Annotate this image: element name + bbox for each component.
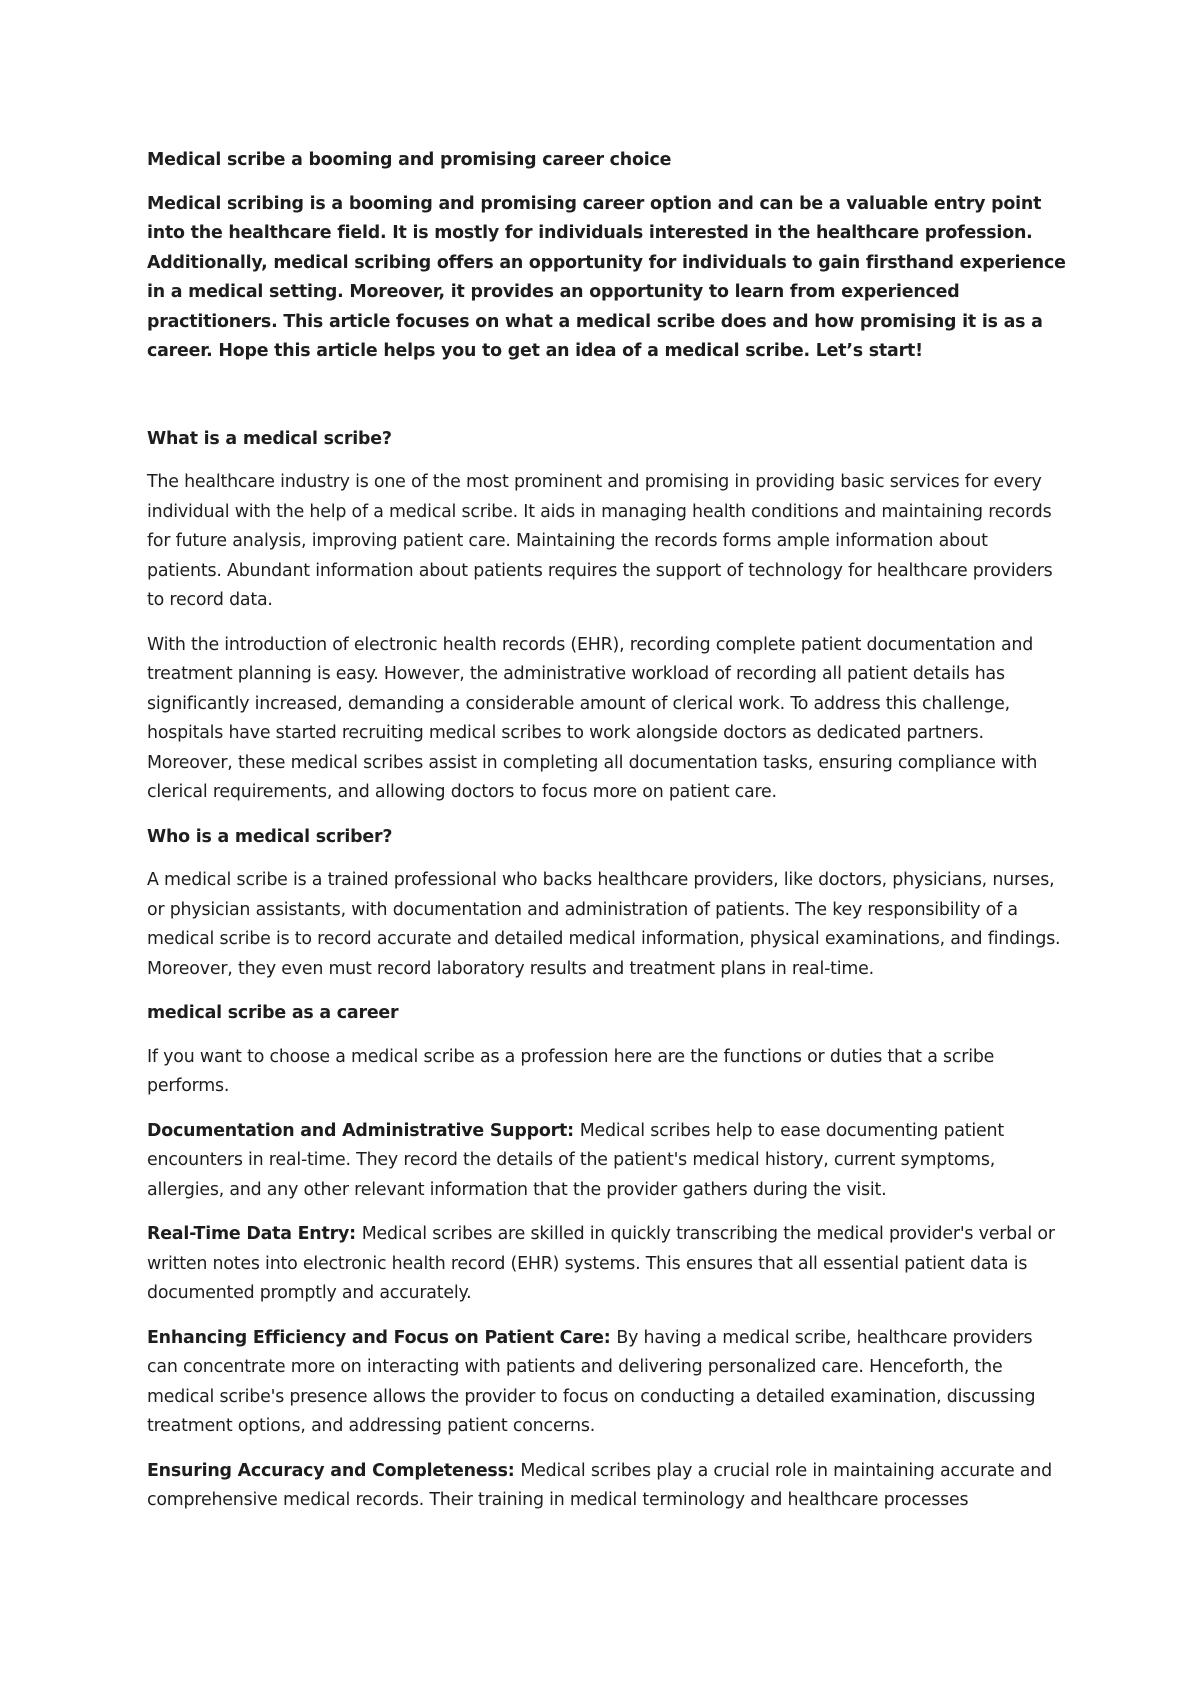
section-heading-career: medical scribe as a career [147, 1003, 399, 1023]
duty-item [147, 1324, 1067, 1442]
duty-text: Medical scribes play a crucial role in maintaining accurate and comprehensive medical records. Their training in medical terminology and healthcare processes [147, 1460, 1052, 1510]
paragraph: With the introduction of electronic health records (EHR), recording complete patient documentation and treatment planning is easy. However, the administrative workload of recording all patient details has significantly increased, demanding a considerable amount of clerical work. To address this challenge, hospitals have started recruiting medical scribes to work alongside doctors as dedicated partners. Moreover, these medical scribes assist in completing all documentation tasks, ensuring compliance with clerical requirements, and allowing doctors to focus more on patient care. [147, 634, 1038, 802]
duty-item [147, 1220, 1067, 1309]
section-heading-what: What is a medical scribe? [147, 428, 392, 449]
paragraph: The healthcare industry is one of the most prominent and promising in providing basic services for every individual with the help of a medical scribe. It aids in managing health conditions and maintaining records for future analysis, improving patient care. Maintaining the records forms ample information about patients. Abundant information about patients requires the support of technology for healthcare providers to record data. [147, 472, 1053, 610]
duty-text: Medical scribes are skilled in quickly transcribing the medical provider's verbal or written notes into electronic health record (EHR) systems. This ensures that all essential patient data is documented promptly and accurately. [147, 1224, 1055, 1303]
paragraph: If you want to choose a medical scribe as a profession here are the functions or duties that a scribe performs. [147, 1046, 995, 1096]
document-body [147, 146, 1067, 1531]
duty-term: Ensuring Accuracy and Completeness: [147, 1460, 521, 1481]
paragraph: A medical scribe is a trained professional who backs healthcare providers, like doctors, physicians, nurses, or physician assistants, with documentation and administration of patients. The key responsibility of a medical scribe is to record accurate and detailed medical information, physical examinations, and findings. Moreover, they even must record laboratory results and treatment plans in real-time. [147, 870, 1061, 979]
duty-text: Medical scribes help to ease documenting patient encounters in real-time. They record the details of the patient's medical history, current symptoms, allergies, and any other relevant information that the provider gathers during the visit. [147, 1120, 1005, 1200]
intro-paragraph: Medical scribing is a booming and promising career option and can be a valuable entry point into the healthcare field. It is mostly for individuals interested in the healthcare profession. Additionally, medical scribing offers an opportunity for individuals to gain firsthand experience in a medical setting. Moreover, it provides an opportunity to learn from experienced practitioners. This article focuses on what a medical scribe does and how promising it is as a career. Hope this article helps you to get an idea of a medical scribe. Let’s start! [147, 193, 1066, 361]
duty-text: By having a medical scribe, healthcare providers can concentrate more on interacting with patients and delivering personalized care. Henceforth, the medical scribe's presence allows the provider to focus on conducting a detailed examination, discussing treatment options, and addressing patient concerns. [147, 1327, 1036, 1436]
duty-item [147, 1117, 1067, 1206]
duty-item [147, 1457, 1067, 1516]
duty-term: Enhancing Efficiency and Focus on Patient Care: [147, 1327, 617, 1348]
duty-term: Documentation and Administrative Support: [147, 1120, 580, 1141]
section-heading-who: Who is a medical scriber? [147, 826, 393, 847]
document-title: Medical scribe a booming and promising career choice [147, 150, 672, 170]
duty-term: Real-Time Data Entry: [147, 1224, 362, 1244]
